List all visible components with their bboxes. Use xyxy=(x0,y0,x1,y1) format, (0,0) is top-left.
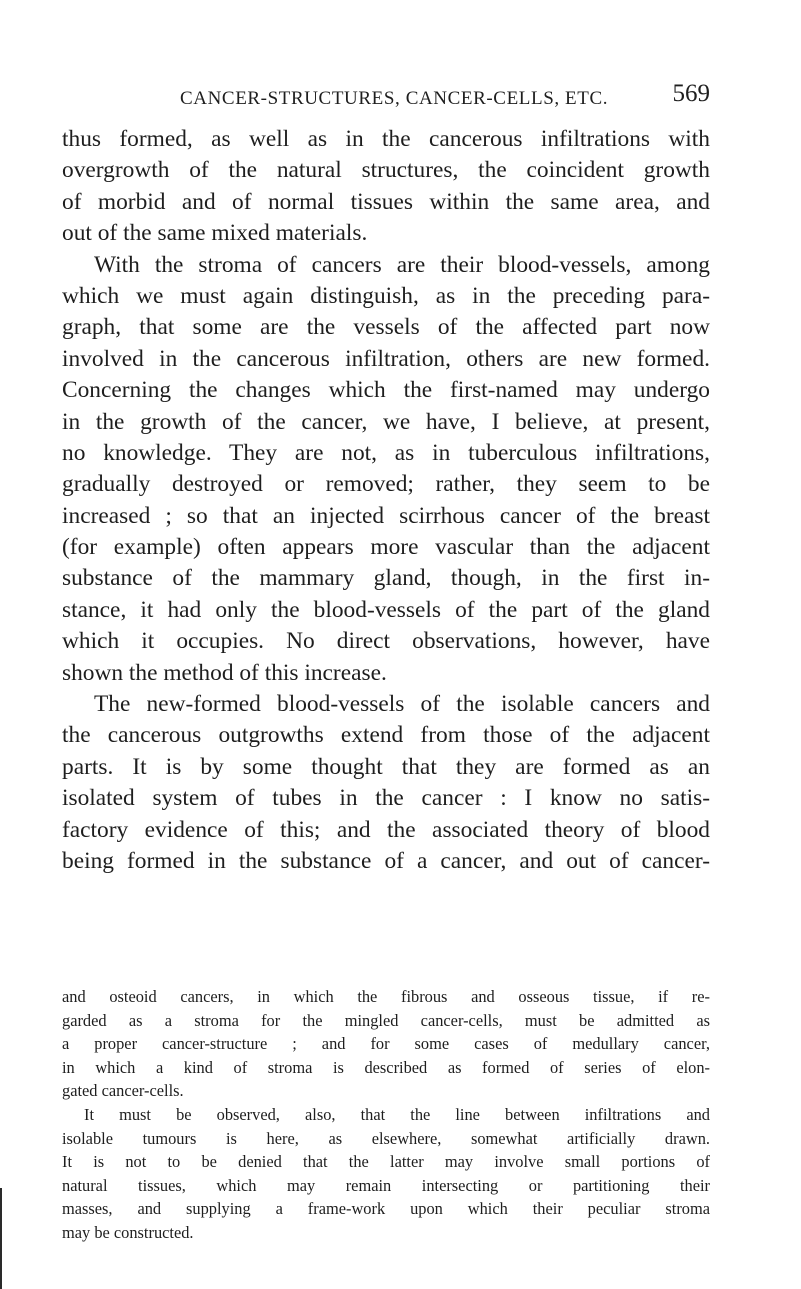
text-line: involved in the cancerous infiltration, others are new formed. xyxy=(62,345,710,372)
main-text xyxy=(62,124,710,877)
text-line: The new-formed blood-vessels of the isolable cancers and xyxy=(94,691,710,718)
footnote-line: and osteoid cancers, in which the fibrous and osseous tissue, if re- xyxy=(62,987,710,1006)
text-line: which it occupies. No direct observations, however, have xyxy=(62,628,710,655)
text-line: factory evidence of this; and the associated theory of blood xyxy=(62,816,710,843)
text-line: isolated system of tubes in the cancer : I know no satis- xyxy=(62,785,710,812)
text-line: stance, it had only the blood-vessels of the part of the gland xyxy=(62,596,710,623)
text-line: which we must again distinguish, as in the preceding para- xyxy=(62,282,710,309)
running-head: CANCER-STRUCTURES, CANCER-CELLS, ETC. xyxy=(180,88,609,109)
footnote-line: isolable tumours is here, as elsewhere, somewhat artificially drawn. xyxy=(62,1128,710,1148)
text-line: parts. It is by some thought that they are formed as an xyxy=(62,753,710,780)
footnote-line: may be constructed. xyxy=(62,1222,194,1242)
text-line: out of the same mixed materials. xyxy=(62,220,368,247)
text-line: being formed in the substance of a cancer, and out of cancer- xyxy=(62,847,710,874)
page-number: 569 xyxy=(672,80,710,107)
text-line: substance of the mammary gland, though, in the first in- xyxy=(62,565,710,592)
text-line: thus formed, as well as in the cancerous infiltrations with xyxy=(62,126,710,152)
text-line: the cancerous outgrowths extend from those of the adjacent xyxy=(62,722,710,749)
footnote-line: masses, and supplying a frame-work upon which their peculiar stroma xyxy=(62,1199,710,1219)
footnote-line: It must be observed, also, that the line between infiltrations and xyxy=(84,1104,710,1124)
text-line: overgrowth of the natural structures, the coincident growth xyxy=(62,157,710,184)
footnote-line: garded as a stroma for the mingled cancer-cells, must be admitted as xyxy=(62,1010,710,1030)
text-line: in the growth of the cancer, we have, I believe, at present, xyxy=(62,408,710,435)
text-line: gradually destroyed or removed; rather, they seem to be xyxy=(62,471,710,498)
text-line: (for example) often appears more vascular than the adjacent xyxy=(62,534,710,561)
text-line: no knowledge. They are not, as in tuberculous infiltrations, xyxy=(62,439,710,466)
footnote-line: natural tissues, which may remain intersecting or partitioning their xyxy=(62,1175,710,1195)
text-line: graph, that some are the vessels of the affected part now xyxy=(62,314,710,341)
footnote-line: in which a kind of stroma is described as formed of series of elon- xyxy=(62,1057,710,1077)
page-header xyxy=(180,80,710,116)
footnote-block xyxy=(62,985,710,1245)
scan-edge-mark xyxy=(0,1188,2,1289)
text-line: shown the method of this increase. xyxy=(62,659,387,686)
text-line: Concerning the changes which the first-named may undergo xyxy=(62,377,710,404)
text-line: of morbid and of normal tissues within the same area, and xyxy=(62,188,710,215)
footnote-line: It is not to be denied that the latter may involve small portions of xyxy=(62,1152,710,1172)
footnote-line: gated cancer-cells. xyxy=(62,1081,184,1101)
text-line: With the stroma of cancers are their blood-vessels, among xyxy=(94,251,710,278)
footnote-line: a proper cancer-structure ; and for some cases of medullary cancer, xyxy=(62,1034,710,1054)
text-line: increased ; so that an injected scirrhous cancer of the breast xyxy=(62,502,710,529)
